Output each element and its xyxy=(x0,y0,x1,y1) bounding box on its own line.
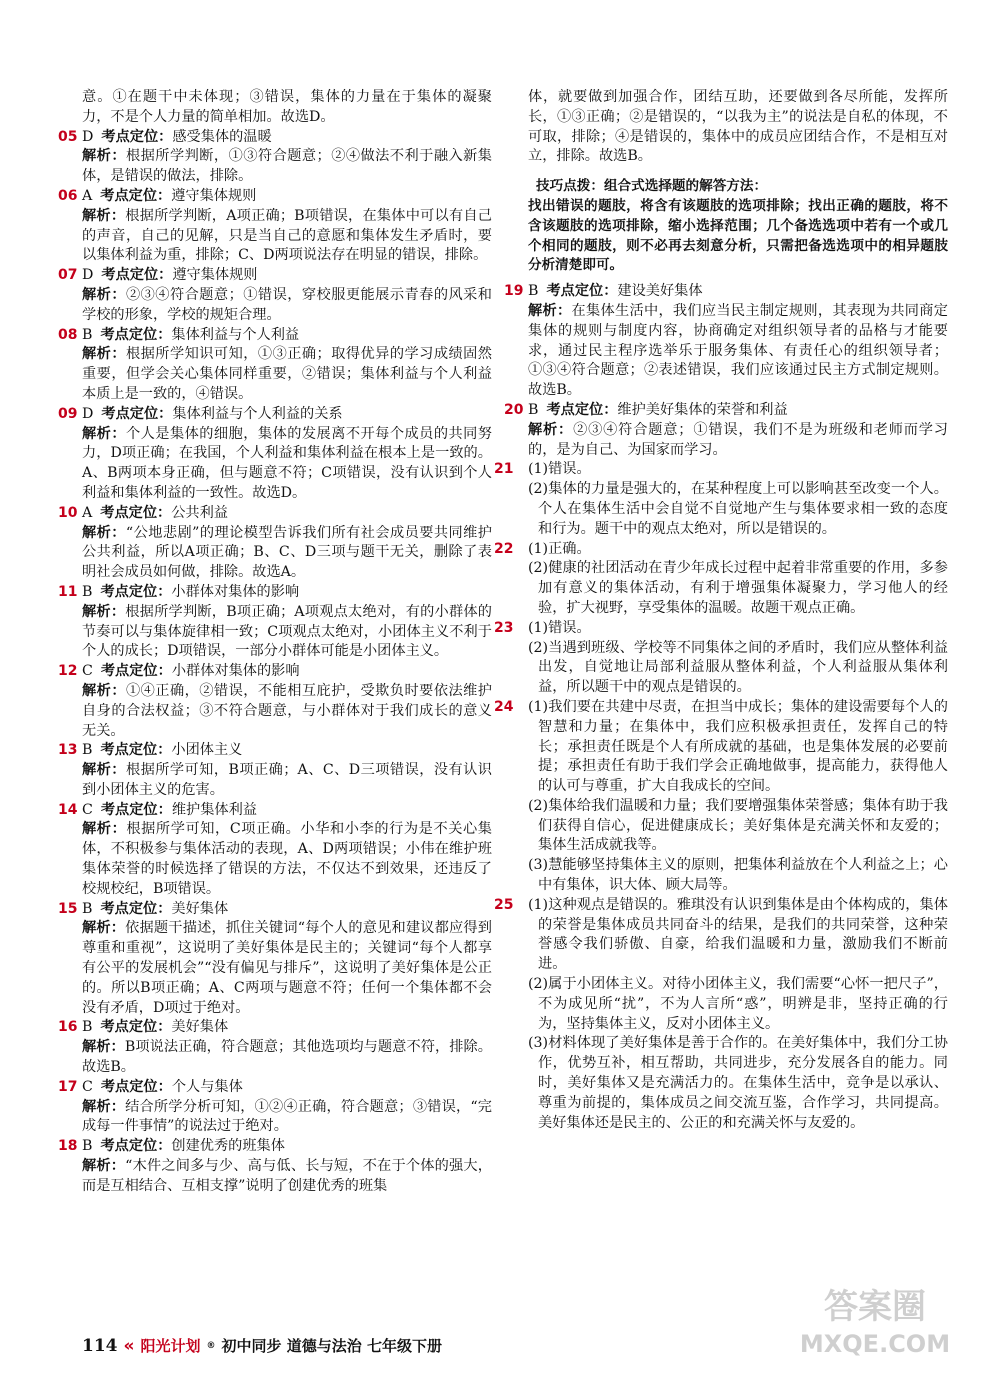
analysis xyxy=(528,302,948,401)
question-item xyxy=(58,128,492,187)
analysis-text: 根据所学判断，A项正确；B项错误，在集体中可以有自己的声音，自己的见解，只是当自己的意愿和集体发生矛盾时，要以集体利益为重，排除；C、D两项说法存在明显的错误，排除。 xyxy=(82,207,492,264)
question-item xyxy=(504,282,948,401)
question-number xyxy=(58,128,82,148)
analysis-label: 解析： xyxy=(82,1098,126,1115)
question-num: 17 xyxy=(58,1078,78,1095)
answer-letter: B xyxy=(82,742,93,759)
question-num: 12 xyxy=(58,663,78,680)
kaodian-label: 考点定位： xyxy=(100,326,172,343)
analysis-text: ②③④符合题意；①错误，我们不是为班级和老师而学习的，是为自己、为国家而学习。 xyxy=(528,421,948,458)
question-num: 23 xyxy=(494,619,514,636)
kaodian-label: 考点定位： xyxy=(100,1138,172,1155)
analysis-label: 解析： xyxy=(82,1158,126,1175)
kaodian-label: 考点定位： xyxy=(100,187,172,204)
left-questions xyxy=(58,128,492,1197)
question-number xyxy=(58,1078,82,1098)
kaodian-value: 美好集体 xyxy=(171,900,229,917)
answer-letter: C xyxy=(82,801,93,818)
question-number xyxy=(58,583,82,603)
analysis-label: 解析： xyxy=(82,920,126,937)
analysis-text: ②③④符合题意；①错误，穿校服更能展示青春的风采和学校的形象，学校的规矩合理。 xyxy=(82,286,492,323)
kaodian-label: 考点定位： xyxy=(100,504,172,521)
kaodian-value: 遵守集体规则 xyxy=(171,187,257,204)
book-series: 初中同步 道德与法治 七年级下册 xyxy=(221,1337,442,1355)
analysis-text: 根据所学判断，B项正确；A项观点太绝对，有的小群体的节奏可以与集体旋律相一致；C项观点太绝对，小团体主义不利于个人的成长；D项错误，一部分小群体可能是小团体主义。 xyxy=(82,603,492,660)
kaodian-label: 考点定位： xyxy=(546,283,618,300)
analysis-label: 解析： xyxy=(82,682,126,699)
question-number xyxy=(58,326,82,346)
tip-title: 技巧点拨：组合式选择题的解答方法： xyxy=(536,178,768,195)
answer-part xyxy=(528,1034,948,1133)
question-header xyxy=(58,662,492,682)
question-item xyxy=(58,326,492,405)
question-header xyxy=(504,282,948,302)
tip-box xyxy=(528,177,948,276)
answer-letter: D xyxy=(82,128,94,145)
kaodian-value: 小群体对集体的影响 xyxy=(171,663,300,680)
answer-part-text: (1)错误。 xyxy=(528,461,591,478)
question-number xyxy=(494,619,528,639)
question-header xyxy=(58,900,492,920)
answer-letter: B xyxy=(82,900,93,917)
answer-letter: B xyxy=(82,1019,93,1036)
kaodian-label: 考点定位： xyxy=(100,663,172,680)
subjective-questions xyxy=(494,460,948,1133)
kaodian-label: 考点定位： xyxy=(100,801,172,818)
analysis-text: ①④正确，②错误，不能相互庇护，受欺负时要依法维护自身的合法权益；③不符合题意，与小群体对于我们成长的意义无关。 xyxy=(82,682,492,739)
tip-text: 找出错误的题肢，将含有该题肢的选项排除；找出正确的题肢，将不含该题肢的选项排除，缩小选择范围；几个备选选项中若有一个或几个相同的题肢，则不必再去刻意分析，只需把备选选项中的相异题肢分析清楚即可。 xyxy=(528,197,948,274)
answer-letter: B xyxy=(82,326,93,343)
question-num: 10 xyxy=(58,504,78,521)
question-num: 13 xyxy=(58,742,78,759)
question-item xyxy=(58,583,492,662)
answer-part-text: (3)慧能够坚持集体主义的原则，把集体利益放在个人利益之上；心中有集体，识大体、顾大局等。 xyxy=(528,857,948,894)
analysis xyxy=(82,286,492,326)
subjective-item xyxy=(494,698,948,896)
question-num: 20 xyxy=(504,401,524,418)
subjective-item xyxy=(494,460,948,539)
analysis-label: 解析： xyxy=(528,302,572,319)
analysis xyxy=(82,1038,492,1078)
analysis xyxy=(82,524,492,583)
analysis xyxy=(82,345,492,404)
question-number xyxy=(494,460,528,480)
answer-part xyxy=(494,540,948,560)
kaodian-value: 小群体对集体的影响 xyxy=(171,583,300,600)
question-item xyxy=(58,662,492,741)
question-header xyxy=(58,801,492,821)
answer-part xyxy=(528,975,948,1034)
answer-part-text: (2)健康的社团活动在青少年成长过程中起着非常重要的作用，多参加有意义的集体活动，有利于增强集体凝聚力，学习他人的经验，扩大视野，享受集体的温暖。故题干观点正确。 xyxy=(528,560,948,616)
analysis-label: 解析： xyxy=(82,524,126,541)
answer-letter: B xyxy=(82,583,93,600)
kaodian-label: 考点定位： xyxy=(101,128,173,145)
kaodian-label: 考点定位： xyxy=(101,267,173,284)
analysis-label: 解析： xyxy=(82,762,126,779)
kaodian-label: 考点定位： xyxy=(100,1078,172,1095)
analysis-label: 解析： xyxy=(82,286,126,303)
watermark-line1: 答案圈 xyxy=(824,1287,926,1327)
question-number xyxy=(494,896,528,916)
answer-part-text: (1)正确。 xyxy=(528,540,591,557)
question-num: 25 xyxy=(494,896,514,913)
question-item xyxy=(58,900,492,1019)
question-header xyxy=(58,266,492,286)
analysis-text: “公地悲剧”的理论模型告诉我们所有社会成员要共同维护公共利益，所以A项正确；B、C、D三项与题干无关，删除了表明社会成员如何做，排除。故选A。 xyxy=(82,524,492,581)
question-num: 07 xyxy=(58,267,78,284)
analysis xyxy=(82,919,492,1018)
analysis xyxy=(82,425,492,504)
watermark-line2: MXQE.COM xyxy=(799,1330,951,1358)
kaodian-label: 考点定位： xyxy=(100,583,172,600)
question-num: 15 xyxy=(58,900,78,917)
question-number xyxy=(58,266,82,286)
answer-part-text: (2)当遇到班级、学校等不同集体之间的矛盾时，我们应从整体利益出发，自觉地让局部利益服从整体利益，个人利益服从集体利益，所以题干中的观点是错误的。 xyxy=(528,639,948,696)
analysis-label: 解析： xyxy=(82,821,127,838)
analysis xyxy=(82,1157,492,1197)
answer-part-text: (1)我们要在共建中尽责，在担当中成长；集体的建设需要每个人的智慧和力量；在集体中，我们应积极承担责任，发挥自己的特长；承担责任既是个人有所成就的基础，也是集体发展的必要前提；承担责任有助于我们学会正确地做事，提高能力，获得他人的认可与尊重，扩大自我成长的空间。 xyxy=(528,698,948,795)
question-item xyxy=(58,741,492,800)
question-header xyxy=(58,1078,492,1098)
question-num: 16 xyxy=(58,1019,78,1036)
question-item xyxy=(58,1078,492,1137)
answer-letter: C xyxy=(82,1078,93,1095)
question-header xyxy=(58,187,492,207)
question-header xyxy=(504,401,948,421)
analysis xyxy=(82,603,492,662)
registered-mark: ® xyxy=(206,1340,216,1351)
question-header xyxy=(58,504,492,524)
analysis xyxy=(82,1098,492,1138)
analysis xyxy=(82,207,492,266)
analysis-text: “木件之间多与少、高与低、长与短，不在于个体的强大，而是互相结合、互相支撑”说明了创建优秀的班集 xyxy=(82,1158,492,1194)
answer-letter: A xyxy=(82,187,93,204)
kaodian-label: 考点定位： xyxy=(100,1019,172,1036)
answer-part-text: (2)属于小团体主义。对待小团体主义，我们需要“心怀一把尺子”，不为成见所“扰”，不为人言所“惑”，明辨是非，坚持正确的行为，坚持集体主义，反对小团体主义。 xyxy=(528,976,948,1032)
right-column xyxy=(494,88,948,1133)
question-header xyxy=(58,741,492,761)
answer-part xyxy=(528,639,948,698)
analysis xyxy=(82,682,492,741)
question-number xyxy=(504,282,528,302)
analysis-label: 解析： xyxy=(82,207,126,224)
analysis-text: 结合所学分析可知，①②④正确，符合题意；③错误，“完成每一件事情”的说法过于绝对。 xyxy=(82,1098,492,1135)
analysis-label: 解析： xyxy=(82,346,126,363)
kaodian-value: 公共利益 xyxy=(171,504,228,521)
question-number xyxy=(494,698,528,718)
answer-letter: B xyxy=(528,401,539,418)
question-header xyxy=(58,1018,492,1038)
analysis xyxy=(82,147,492,187)
kaodian-value: 维护集体利益 xyxy=(171,801,257,818)
answer-part xyxy=(494,619,948,639)
answer-part-text: (1)这种观点是错误的。雅琪没有认识到集体是由个体构成的，集体的荣誉是集体成员共同奋斗的结果，是我们的共同荣誉，这种荣誉感令我们骄傲、自豪，给我们温暖和力量，激励我们不断前进。 xyxy=(528,896,948,973)
answer-letter: C xyxy=(82,663,93,680)
answer-part xyxy=(528,856,948,896)
question-num: 14 xyxy=(58,801,78,818)
question-header xyxy=(58,583,492,603)
question-item xyxy=(58,1137,492,1196)
right-intro: 体，就要做到加强合作，团结互助，还要做到各尽所能，发挥所长，①③正确；②是错误的，“以我为主”的说法是自私的体现，不可取，排除；④是错误的，集体中的成员应团结合作，不是相互对立，排除。故选B。 xyxy=(528,89,948,165)
question-number xyxy=(58,662,82,682)
question-number xyxy=(504,401,528,421)
question-number xyxy=(58,187,82,207)
question-num: 21 xyxy=(494,461,514,478)
answer-part-text: (2)集体给我们温暖和力量；我们要增强集体荣誉感；集体有助于我们获得自信心，促进健康成长；美好集体是充满关怀和友爱的；集体生活成就我等。 xyxy=(528,797,948,854)
question-item xyxy=(58,801,492,900)
left-intro: 意。①在题干中未体现；③错误，集体的力量在于集体的凝聚力，不是个人力量的简单相加。故选D。 xyxy=(82,89,492,125)
question-number xyxy=(58,1137,82,1157)
analysis-label: 解析： xyxy=(528,421,574,438)
page-footer xyxy=(82,1335,442,1356)
answer-letter: D xyxy=(82,405,94,422)
analysis-label: 解析： xyxy=(82,148,126,165)
question-number xyxy=(494,540,528,560)
kaodian-value: 维护美好集体的荣誉和利益 xyxy=(617,401,788,418)
question-num: 18 xyxy=(58,1138,78,1155)
brand-name: 阳光计划 xyxy=(140,1337,201,1355)
question-num: 22 xyxy=(494,540,514,557)
kaodian-value: 个人与集体 xyxy=(171,1078,243,1095)
answer-part-text: (1)错误。 xyxy=(528,619,591,636)
answer-letter: D xyxy=(82,267,94,284)
answer-part xyxy=(494,698,948,797)
question-num: 09 xyxy=(58,405,78,422)
question-number xyxy=(58,504,82,524)
kaodian-label: 考点定位： xyxy=(100,742,172,759)
question-item xyxy=(58,187,492,266)
question-item xyxy=(58,266,492,325)
question-num: 11 xyxy=(58,583,78,600)
question-item xyxy=(58,504,492,583)
question-header xyxy=(58,1137,492,1157)
analysis-text: 依据题干描述，抓住关键词“每个人的意见和建议都应得到尊重和重视”，这说明了美好集体是民主的；关键词“每个人都享有公平的发展机会”“没有偏见与排斥”，这说明了美好集体是公正的。所以B项正确；A、C两项与题意不符；任何一个集体都不会没有矛盾，D项过于绝对。 xyxy=(82,920,492,1016)
question-number xyxy=(58,741,82,761)
answer-part xyxy=(528,480,948,539)
question-item xyxy=(58,1018,492,1077)
question-num: 19 xyxy=(504,283,524,300)
analysis xyxy=(82,820,492,899)
question-item xyxy=(58,405,492,504)
question-number xyxy=(58,801,82,821)
answer-part xyxy=(494,896,948,975)
analysis-text: B项说法正确，符合题意；其他选项均与题意不符，排除。故选B。 xyxy=(82,1039,492,1076)
kaodian-label: 考点定位： xyxy=(100,900,172,917)
analysis-label: 解析： xyxy=(82,425,126,442)
question-number xyxy=(58,405,82,425)
analysis-label: 解析： xyxy=(82,1039,125,1056)
analysis xyxy=(82,761,492,801)
answer-letter: A xyxy=(82,504,93,521)
question-num: 06 xyxy=(58,187,78,204)
question-num: 24 xyxy=(494,698,514,715)
question-number xyxy=(58,900,82,920)
page-number: 114 xyxy=(82,1335,118,1356)
analysis-text: 根据所学知识可知，①③正确；取得优异的学习成绩固然重要，但学会关心集体同样重要，②错误；集体利益与个人利益本质上是一致的，④错误。 xyxy=(82,346,492,402)
kaodian-value: 小团体主义 xyxy=(171,742,243,759)
kaodian-value: 建设美好集体 xyxy=(617,283,703,300)
analysis-text: 根据所学可知，C项正确。小华和小李的行为是不关心集体，不积极参与集体活动的表现，A、D两项错误；小伟在维护班集体荣誉的时候选择了错误的方法，不仅达不到效果，还违反了校规校纪，B项错误。 xyxy=(82,821,492,897)
answer-letter: B xyxy=(82,1138,93,1155)
question-header xyxy=(58,128,492,148)
double-chevron-icon: « xyxy=(123,1335,135,1356)
kaodian-value: 集体利益与个人利益的关系 xyxy=(172,405,343,422)
answer-part xyxy=(494,460,948,480)
analysis-text: 根据所学判断，①③符合题意；②④做法不利于融入新集体，是错误的做法，排除。 xyxy=(82,148,492,185)
question-header xyxy=(58,326,492,346)
question-num: 08 xyxy=(58,326,78,343)
answer-part-text: (2)集体的力量是强大的，在某种程度上可以影响甚至改变一个人。个人在集体生活中会自觉不自觉地产生与集体要求相一致的态度和行为。题干中的观点太绝对，所以是错误的。 xyxy=(528,481,948,537)
right-questions xyxy=(504,282,948,460)
analysis xyxy=(528,421,948,461)
subjective-item xyxy=(494,619,948,698)
question-header xyxy=(58,405,492,425)
kaodian-value: 集体利益与个人利益 xyxy=(171,326,300,343)
kaodian-label: 考点定位： xyxy=(101,405,173,422)
answer-part xyxy=(528,797,948,856)
subjective-item xyxy=(494,896,948,1134)
question-item xyxy=(504,401,948,460)
question-num: 05 xyxy=(58,128,78,145)
analysis-text: 根据所学可知，B项正确；A、C、D三项错误，没有认识到小团体主义的危害。 xyxy=(82,762,492,798)
watermark-logo xyxy=(780,1280,970,1360)
kaodian-value: 感受集体的温暖 xyxy=(172,128,272,145)
analysis-text: 在集体生活中，我们应当民主制定规则，其表现为共同商定集体的规则与制度内容，协商确定对组织领导者的品格与才能要求，通过民主程序选举乐于服务集体、有责任心的组织领导者；①③④符合题意；②表述错误，我们应该通过民主方式制定规则。故选B。 xyxy=(528,302,948,399)
question-number xyxy=(58,1018,82,1038)
analysis-text: 个人是集体的细胞，集体的发展离不开每个成员的共同努力，D项正确；在我国，个人利益和集体利益在根本上是一致的。A、B两项本身正确，但与题意不符；C项错误，没有认识到个人利益和集体利益的一致性。故选D。 xyxy=(82,425,492,501)
kaodian-value: 创建优秀的班集体 xyxy=(171,1138,285,1155)
subjective-item xyxy=(494,540,948,619)
analysis-label: 解析： xyxy=(82,603,126,620)
kaodian-value: 美好集体 xyxy=(171,1019,229,1036)
answer-part xyxy=(528,559,948,618)
kaodian-value: 遵守集体规则 xyxy=(172,267,258,284)
answer-letter: B xyxy=(528,283,539,300)
answer-part-text: (3)材料体现了美好集体是善于合作的。在美好集体中，我们分工协作，优势互补，相互帮助，共同进步，充分发展各自的能力。同时，美好集体又是充满活力的。在集体生活中，竞争是以承认、尊重为前提的，集体成员之间交流互鉴，合作学习，共同提高。美好集体还是民主的、公正的和充满关怀与友爱的。 xyxy=(528,1035,948,1131)
left-column xyxy=(58,88,492,1197)
kaodian-label: 考点定位： xyxy=(546,401,618,418)
